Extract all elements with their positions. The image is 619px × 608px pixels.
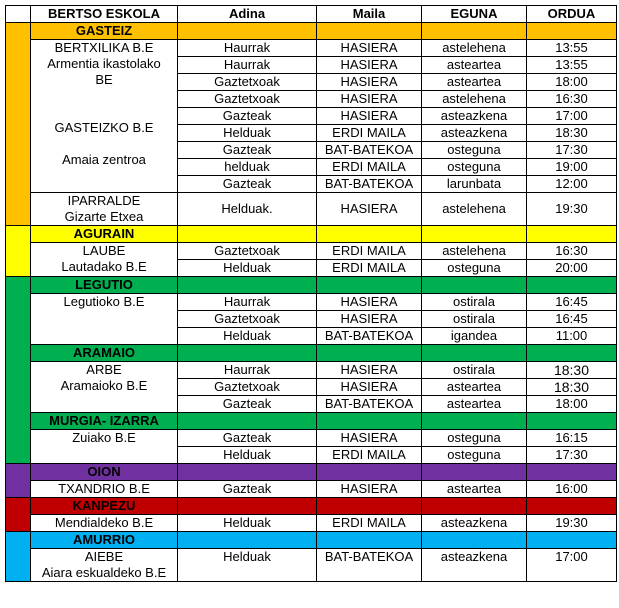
region-name: AMURRIO (31, 532, 178, 549)
school-line: Aramaioko B.E (60, 378, 148, 393)
maila-cell: ERDI MAILA (317, 515, 422, 532)
adina-cell: Helduak (178, 515, 317, 532)
region-empty-cell (178, 226, 317, 243)
region-row (6, 413, 617, 430)
region-row (6, 498, 617, 515)
school-line: IPARRALDE (67, 193, 141, 208)
ordua-cell: 16:15 (527, 430, 617, 447)
table-row (6, 243, 617, 260)
eguna-cell: osteguna (422, 142, 527, 159)
region-empty-cell (527, 345, 617, 362)
school-line: Legutioko B.E (63, 294, 145, 309)
table-row (6, 549, 617, 582)
eguna-cell: astelehena (422, 243, 527, 260)
header-eguna: EGUNA (422, 6, 527, 23)
adina-cell: Helduak (178, 260, 317, 277)
adina-cell: Gaztetxoak (178, 311, 317, 328)
ordua-cell: 17:30 (527, 447, 617, 464)
region-empty-cell (317, 23, 422, 40)
school-line: Mendialdeko B.E (54, 515, 154, 530)
eguna-cell: osteguna (422, 430, 527, 447)
ordua-cell: 16:30 (527, 91, 617, 108)
region-empty-cell (422, 277, 527, 294)
region-row (6, 464, 617, 481)
maila-cell: BAT-BATEKOA (317, 142, 422, 159)
region-empty-cell (178, 23, 317, 40)
maila-cell: HASIERA (317, 40, 422, 57)
school-line: BE (95, 72, 113, 87)
eguna-cell: ostirala (422, 294, 527, 311)
adina-cell: Helduak (178, 328, 317, 345)
adina-cell: Gazteak (178, 430, 317, 447)
region-empty-cell (317, 277, 422, 294)
eguna-cell: asteartea (422, 379, 527, 396)
ordua-cell: 13:55 (527, 57, 617, 74)
maila-cell: ERDI MAILA (317, 125, 422, 142)
ordua-cell: 16:45 (527, 311, 617, 328)
region-name: LEGUTIO (31, 277, 178, 294)
region-empty-cell (178, 498, 317, 515)
maila-cell: HASIERA (317, 91, 422, 108)
region-empty-cell (422, 498, 527, 515)
school-line: Aiara eskualdeko B.E (41, 565, 167, 580)
maila-cell: HASIERA (317, 193, 422, 226)
school-line: ARBE (86, 362, 122, 377)
school-cell (31, 515, 178, 532)
ordua-cell: 16:30 (527, 243, 617, 260)
maila-cell: BAT-BATEKOA (317, 549, 422, 582)
region-empty-cell (317, 498, 422, 515)
maila-cell: HASIERA (317, 294, 422, 311)
region-empty-cell (178, 532, 317, 549)
region-color-strip (6, 23, 31, 226)
maila-cell: HASIERA (317, 379, 422, 396)
region-empty-cell (422, 345, 527, 362)
schedule-table (5, 5, 617, 582)
ordua-cell: 17:00 (527, 108, 617, 125)
region-empty-cell (178, 345, 317, 362)
school-line: TXANDRIO B.E (58, 481, 150, 496)
ordua-cell: 19:00 (527, 159, 617, 176)
side-header (6, 6, 31, 23)
school-line (33, 136, 175, 152)
school-line: BERTXILIKA B.E (54, 40, 154, 55)
region-empty-cell (422, 532, 527, 549)
eguna-cell: ostirala (422, 311, 527, 328)
table-row (6, 362, 617, 379)
table-row (6, 430, 617, 447)
region-color-strip (6, 532, 31, 582)
adina-cell: Gazteak (178, 108, 317, 125)
eguna-cell: osteguna (422, 447, 527, 464)
header-maila: Maila (317, 6, 422, 23)
maila-cell: HASIERA (317, 311, 422, 328)
adina-cell: Haurrak (178, 57, 317, 74)
school-cell (31, 362, 178, 413)
ordua-cell: 12:00 (527, 176, 617, 193)
region-name: ARAMAIO (31, 345, 178, 362)
region-empty-cell (422, 464, 527, 481)
eguna-cell: asteazkena (422, 515, 527, 532)
adina-cell: Gazteak (178, 396, 317, 413)
school-line: Amaia zentroa (62, 152, 146, 167)
ordua-cell: 17:30 (527, 142, 617, 159)
region-name: AGURAIN (31, 226, 178, 243)
region-color-strip (6, 464, 31, 498)
region-empty-cell (527, 413, 617, 430)
adina-cell: Helduak (178, 447, 317, 464)
adina-cell: Helduak (178, 549, 317, 582)
school-cell (31, 549, 178, 582)
region-color-strip (6, 498, 31, 532)
adina-cell: Helduak. (178, 193, 317, 226)
region-empty-cell (178, 413, 317, 430)
adina-cell: Haurrak (178, 294, 317, 311)
region-row (6, 345, 617, 362)
region-name: MURGIA- IZARRA (31, 413, 178, 430)
region-empty-cell (317, 413, 422, 430)
header-ordua: ORDUA (527, 6, 617, 23)
adina-cell: Gaztetxoak (178, 91, 317, 108)
region-empty-cell (422, 226, 527, 243)
school-cell (31, 193, 178, 226)
ordua-cell: 20:00 (527, 260, 617, 277)
table-row (6, 40, 617, 57)
adina-cell: Gazteak (178, 481, 317, 498)
eguna-cell: asteartea (422, 57, 527, 74)
maila-cell: HASIERA (317, 74, 422, 91)
eguna-cell: astelehena (422, 40, 527, 57)
region-empty-cell (527, 23, 617, 40)
maila-cell: HASIERA (317, 481, 422, 498)
adina-cell: Haurrak (178, 362, 317, 379)
region-empty-cell (317, 532, 422, 549)
region-empty-cell (422, 413, 527, 430)
maila-cell: BAT-BATEKOA (317, 396, 422, 413)
header-bertso-eskola: BERTSO ESKOLA (31, 6, 178, 23)
region-row (6, 532, 617, 549)
header-row (6, 6, 617, 23)
ordua-cell: 19:30 (527, 515, 617, 532)
ordua-cell: 18:30 (527, 362, 617, 379)
school-cell (31, 40, 178, 193)
eguna-cell: larunbata (422, 176, 527, 193)
ordua-cell: 17:00 (527, 549, 617, 582)
region-empty-cell (422, 23, 527, 40)
maila-cell: BAT-BATEKOA (317, 176, 422, 193)
table-row (6, 515, 617, 532)
header-adina: Adina (178, 6, 317, 23)
maila-cell: ERDI MAILA (317, 159, 422, 176)
school-line: Gizarte Etxea (64, 209, 144, 224)
schedule-body (6, 23, 617, 582)
ordua-cell: 11:00 (527, 328, 617, 345)
eguna-cell: ostirala (422, 362, 527, 379)
region-name: KANPEZU (31, 498, 178, 515)
eguna-cell: asteartea (422, 396, 527, 413)
region-name: GASTEIZ (31, 23, 178, 40)
region-empty-cell (527, 464, 617, 481)
adina-cell: Haurrak (178, 40, 317, 57)
adina-cell: Gaztetxoak (178, 379, 317, 396)
school-line: LAUBE (82, 243, 126, 258)
school-line (33, 88, 175, 104)
maila-cell: HASIERA (317, 108, 422, 125)
table-row (6, 294, 617, 311)
adina-cell: Gaztetxoak (178, 74, 317, 91)
adina-cell: Helduak (178, 125, 317, 142)
eguna-cell: osteguna (422, 260, 527, 277)
region-row (6, 226, 617, 243)
region-name: OION (31, 464, 178, 481)
eguna-cell: asteazkena (422, 108, 527, 125)
school-cell (31, 430, 178, 464)
maila-cell: ERDI MAILA (317, 447, 422, 464)
eguna-cell: astelehena (422, 91, 527, 108)
eguna-cell: asteazkena (422, 125, 527, 142)
region-color-strip (6, 277, 31, 464)
region-empty-cell (178, 464, 317, 481)
region-empty-cell (317, 464, 422, 481)
region-empty-cell (527, 277, 617, 294)
adina-cell: Gaztetxoak (178, 243, 317, 260)
ordua-cell: 18:00 (527, 396, 617, 413)
adina-cell: Gazteak (178, 176, 317, 193)
region-empty-cell (527, 498, 617, 515)
maila-cell: ERDI MAILA (317, 260, 422, 277)
school-line (33, 104, 175, 120)
ordua-cell: 18:30 (527, 125, 617, 142)
region-empty-cell (317, 345, 422, 362)
region-empty-cell (527, 532, 617, 549)
ordua-cell: 19:30 (527, 193, 617, 226)
eguna-cell: asteartea (422, 481, 527, 498)
maila-cell: HASIERA (317, 57, 422, 74)
eguna-cell: astelehena (422, 193, 527, 226)
adina-cell: Gazteak (178, 142, 317, 159)
ordua-cell: 16:00 (527, 481, 617, 498)
region-empty-cell (527, 226, 617, 243)
eguna-cell: asteartea (422, 74, 527, 91)
maila-cell: BAT-BATEKOA (317, 328, 422, 345)
adina-cell: helduak (178, 159, 317, 176)
ordua-cell: 18:30 (527, 379, 617, 396)
eguna-cell: igandea (422, 328, 527, 345)
region-row (6, 277, 617, 294)
ordua-cell: 16:45 (527, 294, 617, 311)
table-row (6, 193, 617, 226)
maila-cell: ERDI MAILA (317, 243, 422, 260)
school-line: Lautadako B.E (61, 259, 147, 274)
school-line: AIEBE (84, 549, 124, 564)
eguna-cell: osteguna (422, 159, 527, 176)
school-line: Zuiako B.E (72, 430, 136, 445)
ordua-cell: 13:55 (527, 40, 617, 57)
school-cell (31, 294, 178, 345)
region-empty-cell (178, 277, 317, 294)
region-color-strip (6, 226, 31, 277)
region-row (6, 23, 617, 40)
school-cell (31, 243, 178, 277)
school-cell (31, 481, 178, 498)
table-row (6, 481, 617, 498)
maila-cell: HASIERA (317, 430, 422, 447)
region-empty-cell (317, 226, 422, 243)
ordua-cell: 18:00 (527, 74, 617, 91)
school-line: GASTEIZKO B.E (54, 120, 154, 135)
maila-cell: HASIERA (317, 362, 422, 379)
school-line: Armentia ikastolako (47, 56, 161, 71)
eguna-cell: asteazkena (422, 549, 527, 582)
